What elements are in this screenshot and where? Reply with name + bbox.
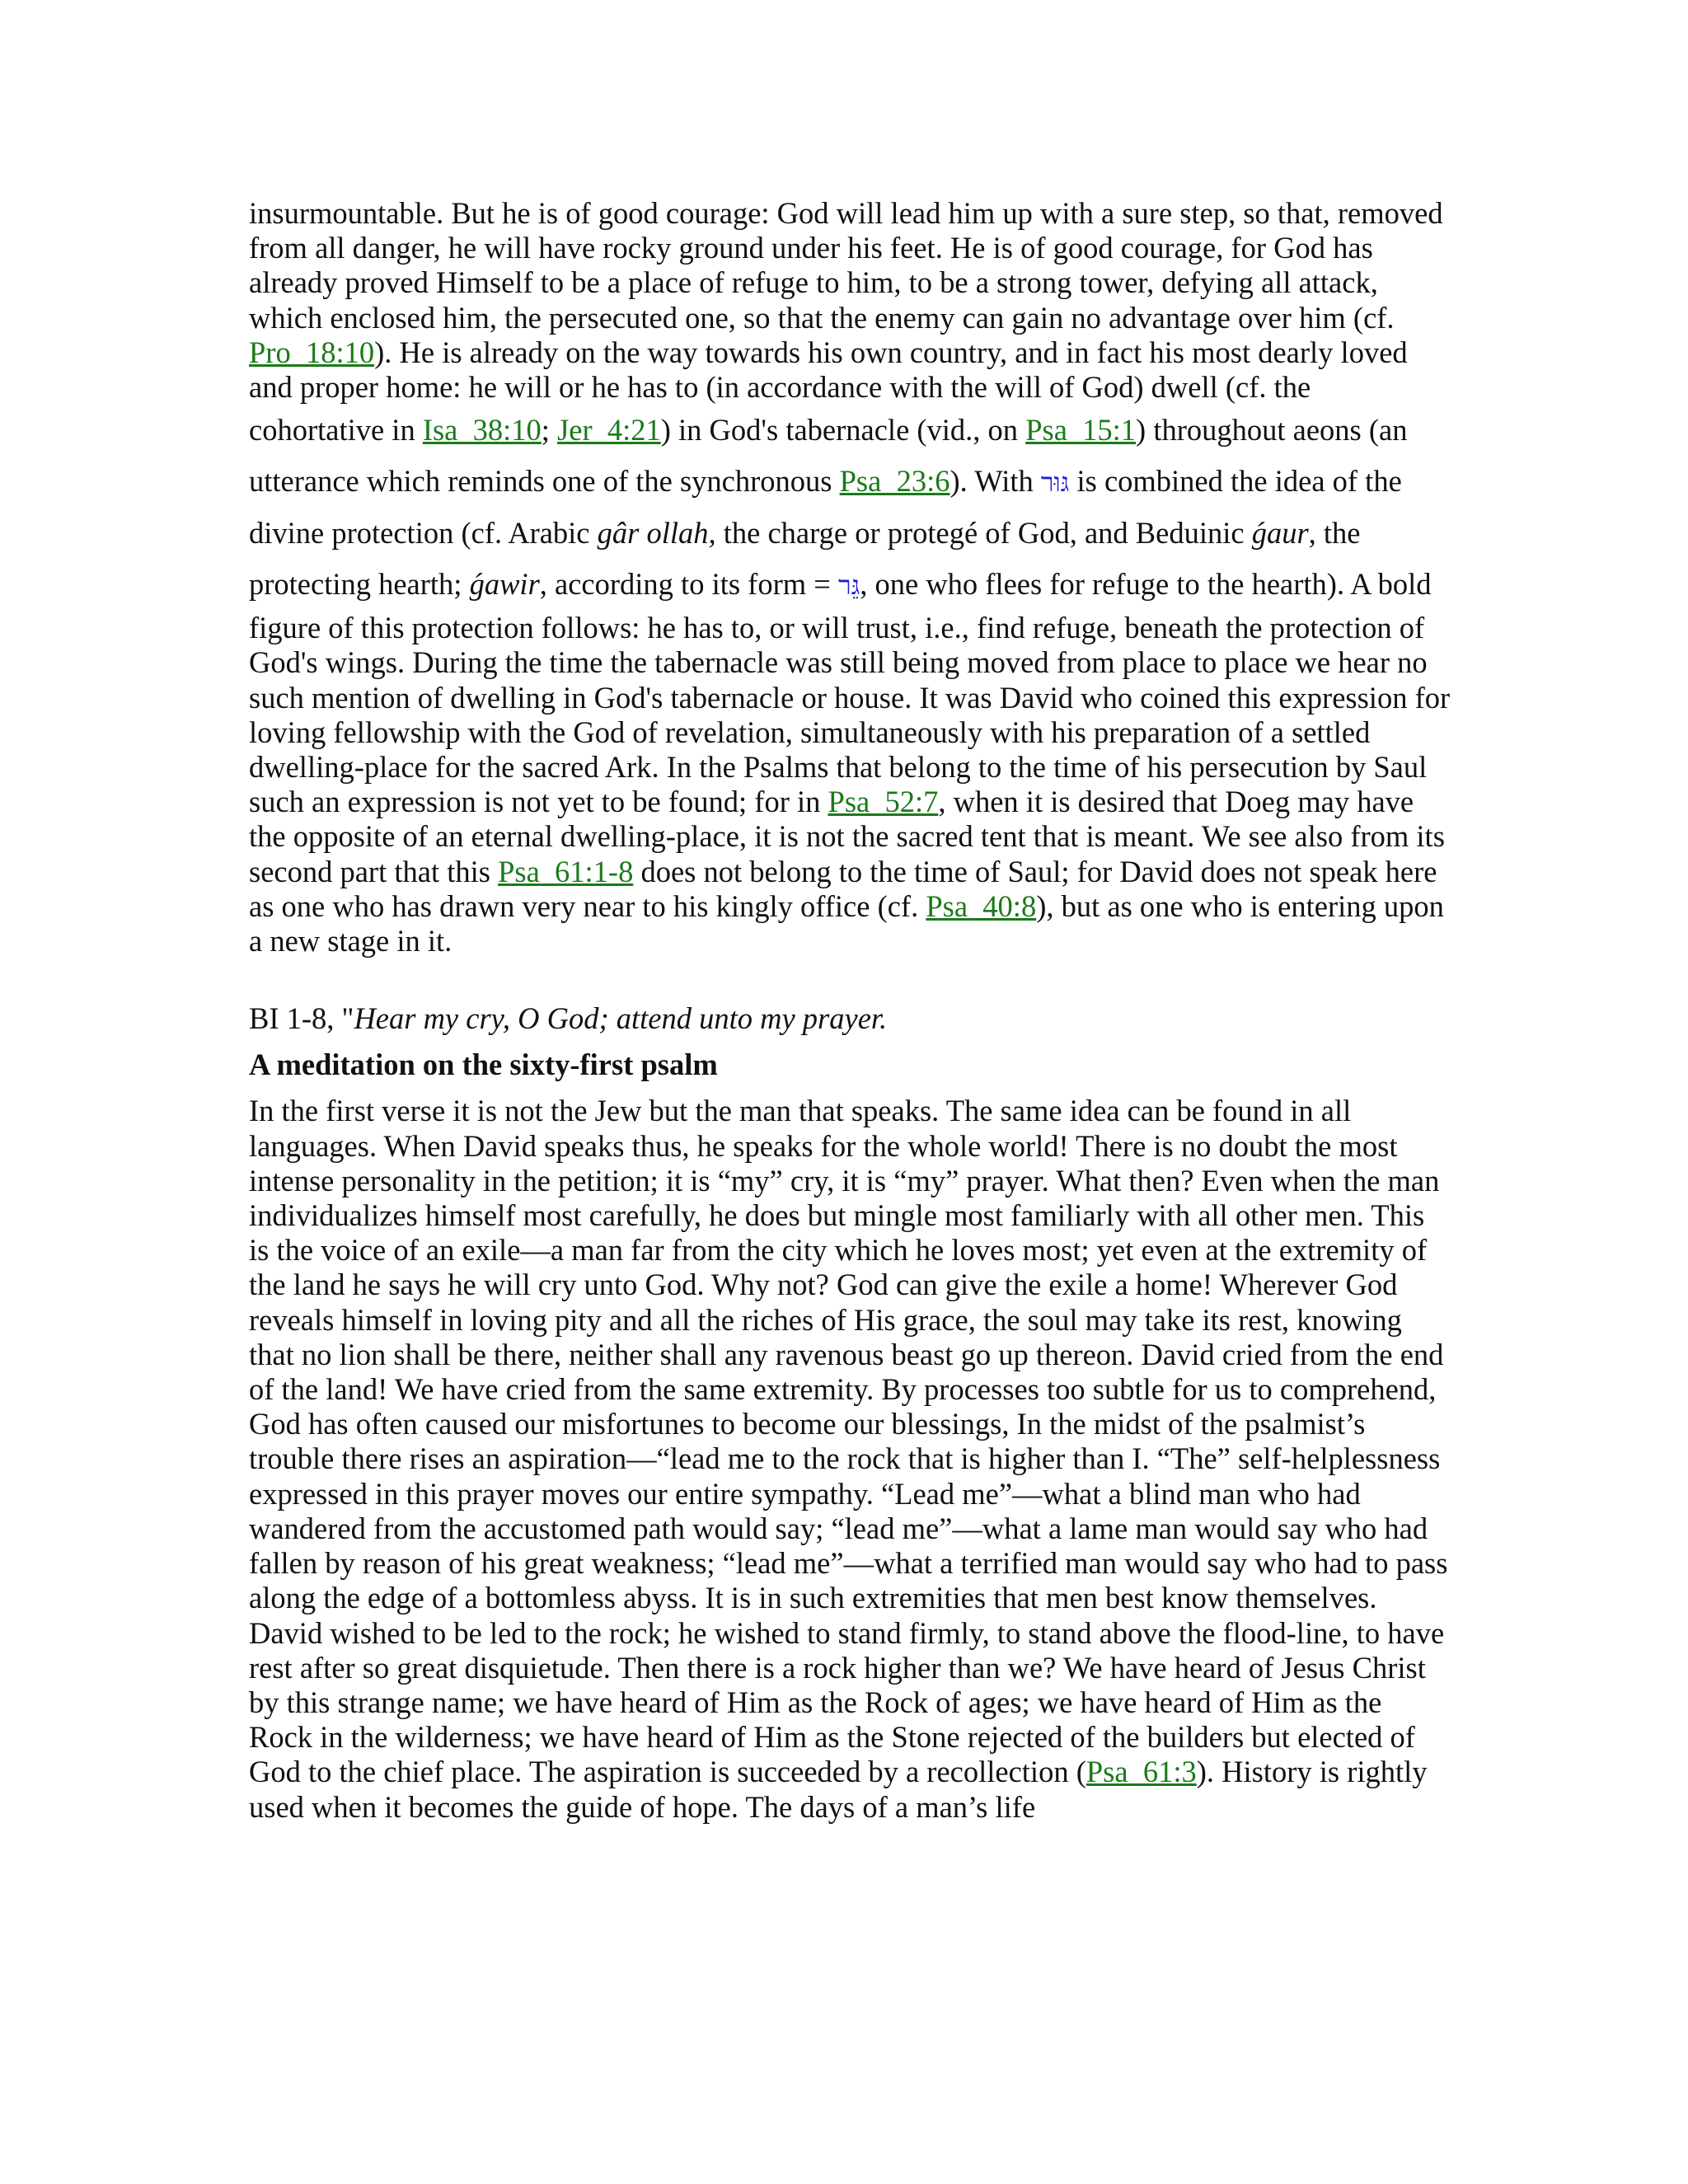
scripture-link[interactable]: Isa_38:10 — [422, 413, 542, 448]
arabic-term: ǵaur — [1251, 516, 1309, 551]
scripture-link[interactable]: Jer_4:21 — [557, 413, 661, 448]
text-segment: ; — [541, 413, 558, 448]
text-segment: ). He is already on the way towards his own country, and in fact his most dearly loved and proper home: he will or he has to (in accordance with the will of God) dwell (cf. the cohortative in — [249, 335, 1408, 448]
text-segment: In the first verse it is not the Jew but the man that speaks. The same idea can be found in all languages. When David speaks thus, he speaks for the whole world! There is no doubt the most intense personality in the petition; it is “my” cry, it is “my” prayer. What then? Even when the man individualizes himself most carefully, he does but mingle most familiarly with all other men. This is the voice of an exile—a man far from the city which he loves most; yet even at the extremity of the land he says he will cry unto God. Why not? God can give the exile a home! Wherever God reveals himself in loving pity and all the riches of His grace, the soul may take its rest, knowing that no lion shall be there, neither shall any ravenous beast go up thereon. David cried from the end of the land! We have cried from the same extremity. By processes too subtle for us to comprehend, God has often caused our misfortunes to become our blessings, In the midst of the psalmist’s trouble there rises an aspiration—“lead me to the rock that is higher than I. “The” self-helplessness expressed in this prayer moves our entire sympathy. “Lead me”—what a blind man who had wandered from the accustomed path would say; “lead me”—what a lame man would say who had fallen by reason of his great weakness; “lead me”—what a terrified man would say who had to pass along the edge of a bottomless abyss. It is in such extremities that men best know themselves. David wished to be led to the rock; he wished to stand firmly, to stand above the flood-line, to have rest after so great disquietude. Then there is a rock higher than we? We have heard of Jesus Christ by this strange name; we have heard of Him as the Rock of ages; we have heard of Him as the Rock in the wilderness; we have heard of Him as the Stone rejected of the builders but elected of God to the chief place. The aspiration is succeeded by a recollection ( — [249, 1094, 1448, 1789]
text-segment: , according to its form = — [539, 567, 838, 602]
paragraph-spacer — [249, 958, 1451, 1001]
verse-text: Hear my cry, O God; attend unto my prayer. — [354, 1001, 888, 1036]
meditation-paragraph — [249, 1094, 1451, 1824]
scripture-link[interactable]: Psa_23:6 — [839, 464, 950, 499]
scripture-link[interactable]: Psa_15:1 — [1025, 413, 1137, 448]
text-segment: ). With — [950, 464, 1041, 499]
text-segment: is combined the idea of the divine protection (cf. Arabic — [249, 464, 1402, 551]
bi-prefix: BI 1-8, " — [249, 1001, 354, 1036]
bi-verse-line — [249, 1001, 1451, 1036]
text-segment: , one who flees for refuge to the hearth). A bold figure of this protection follows: he has to, or will trust, i.e., find refuge, beneath the protection of God's wings. During the time the tabernacle was still being moved from place to place we hear no such mention of dwelling in God's tabernacle or house. It was David who coined this expression for loving fellowship with the God of revelation, simultaneously with his preparation of a settled dwelling-place for the sacred Ark. In the Psalms that belong to the time of his persecution by Saul such an expression is not yet to be found; for in — [249, 567, 1451, 819]
text-segment: ) in God's tabernacle (vid., on — [660, 413, 1026, 448]
scripture-link[interactable]: Pro_18:10 — [249, 335, 375, 369]
scripture-link[interactable]: Psa_52:7 — [828, 785, 939, 819]
arabic-term: ǵawir — [469, 567, 540, 602]
hebrew-word: גֵּר — [837, 569, 860, 602]
arabic-term: gâr ollah, — [597, 516, 716, 551]
text-segment: does not belong to the time of Saul; for David does not speak here as one who has drawn very near to his kingly office (cf. — [249, 854, 1437, 923]
text-segment: , when it is desired that Doeg may have the opposite of an eternal dwelling-place, it is not the sacred tent that is meant. We see also from its second part that this — [249, 785, 1445, 888]
text-segment: ), but as one who is entering upon a new stage in it. — [249, 888, 1444, 958]
commentary-paragraph — [249, 196, 1451, 958]
text-segment: ). History is rightly used when it becomes the guide of hope. The days of a man’s life — [249, 1755, 1428, 1824]
document-page — [249, 196, 1451, 1825]
scripture-link[interactable]: Psa_40:8 — [926, 888, 1037, 923]
hebrew-word: גּוּר — [1040, 466, 1070, 499]
text-segment: the charge or protegé of God, and Beduinic — [715, 516, 1252, 551]
text-segment: ) throughout aeons (an utterance which reminds one of the synchronous — [249, 413, 1408, 499]
text-segment: , the protecting hearth; — [249, 516, 1361, 602]
section-heading: A meditation on the sixty-first psalm — [249, 1047, 718, 1082]
scripture-link[interactable]: Psa_61:1-8 — [498, 854, 634, 888]
scripture-link[interactable]: Psa_61:3 — [1085, 1755, 1197, 1789]
text-segment: insurmountable. But he is of good courage: God will lead him up with a sure step, so that, removed from all danger, he will have rocky ground under his feet. He is of good courage, for God has already proved Himself to be a place of refuge to him, to be a strong tower, defying all attack, which enclosed him, the persecuted one, so that the enemy can gain no advantage over him (cf. — [249, 196, 1443, 335]
